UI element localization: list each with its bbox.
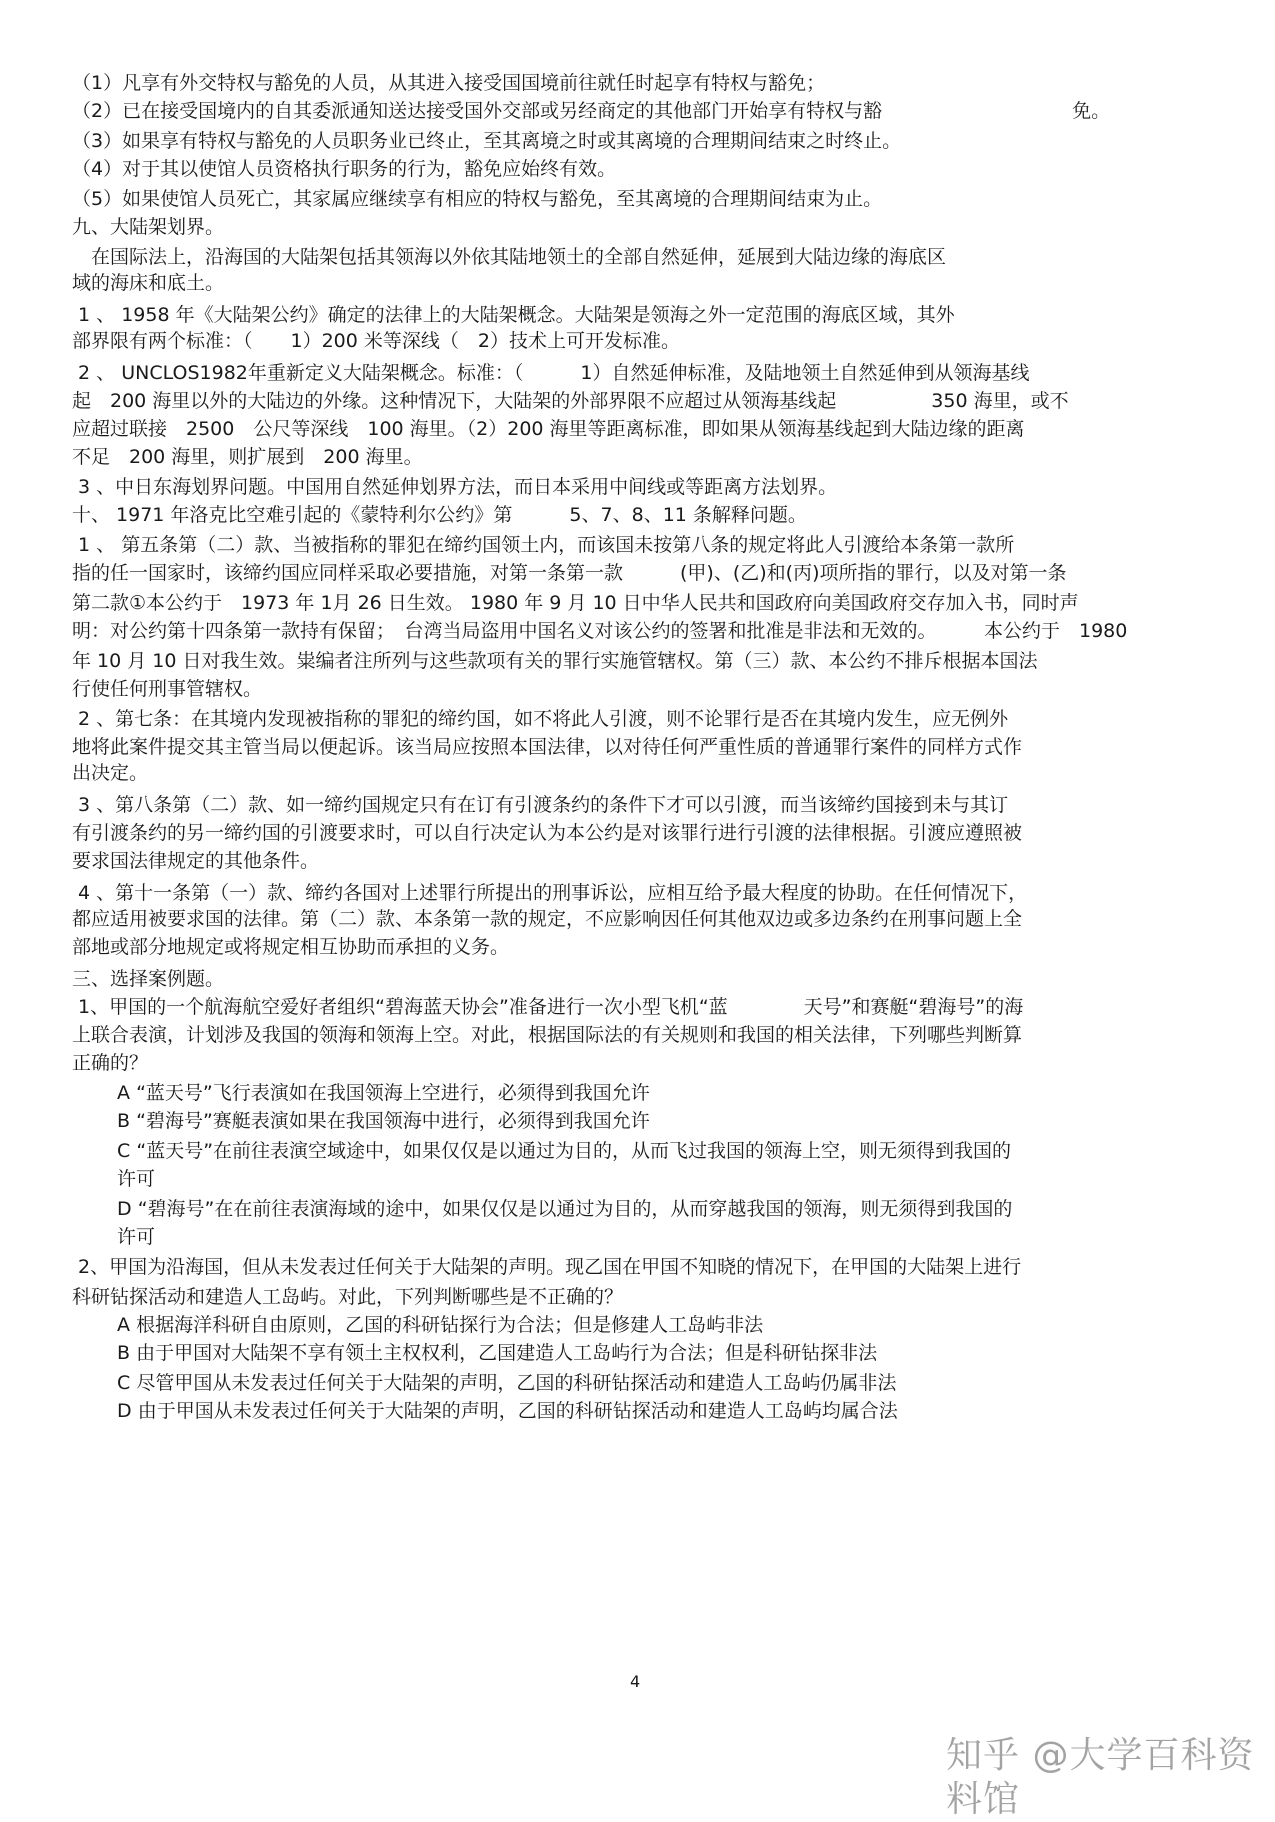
text-line: D “碧海号”在在前往表演海域的途中，如果仅仅是以通过为目的，从而穿越我国的领海，则无须得到我国的	[92, 1198, 1013, 1220]
text-line: 1、甲国的一个航海航空爱好者组织“碧海蓝天协会”准备进行一次小型飞机“蓝 天号”和赛艇“碧海号”的海	[72, 996, 1024, 1018]
watermark: 知乎 @大学百科资料馆	[946, 1735, 1255, 1820]
text-line: 2 、第七条：在其境内发现被指称的罪犯的缔约国，如不将此人引渡，则不论罪行是否在其境内发生，应无例外	[72, 708, 1009, 730]
text-line: （1）凡享有外交特权与豁免的人员，从其进入接受国国境前往就任时起享有特权与豁免；	[72, 72, 826, 94]
text-line: （4）对于其以使馆人员资格执行职务的行为，豁免应始终有效。	[72, 158, 617, 180]
text-line: 域的海床和底土。	[72, 272, 225, 294]
text-line: A “蓝天号”飞行表演如在我国领海上空进行，必须得到我国允许	[92, 1082, 650, 1104]
text-line: 第二款①本公约于 1973 年 1月 26 日生效。 1980 年 9 月 10 日中华人民共和国政府向美国政府交存加入书，同时声	[72, 592, 1079, 614]
text-line: 1 、 第五条第（二）款、当被指称的罪犯在缔约国领土内，而该国未按第八条的规定将此人引渡给本条第一款所	[72, 534, 1015, 556]
text-line: 指的任一国家时，该缔约国应同样采取必要措施，对第一条第一款 (甲)、(乙)和(丙)项所指的罪行，以及对第一条	[72, 562, 1067, 584]
text-line: 1 、 1958 年《大陆架公约》确定的法律上的大陆架概念。大陆架是领海之外一定范围的海底区域，其外	[72, 304, 955, 326]
text-line: 3 、中日东海划界问题。中国用自然延伸划界方法，而日本采用中间线或等距离方法划界。	[72, 476, 838, 498]
text-line: C 尽管甲国从未发表过任何关于大陆架的声明，乙国的科研钻探活动和建造人工岛屿仍属非法	[92, 1372, 897, 1394]
text-line: 4 、第十一条第（一）款、缔约各国对上述罪行所提出的刑事诉讼，应相互给予最大程度的协助。在任何情况下，	[72, 882, 1028, 904]
text-line: 不足 200 海里，则扩展到 200 海里。	[72, 446, 423, 468]
text-line: 科研钻探活动和建造人工岛屿。对此，下列判断哪些是不正确的？	[72, 1286, 624, 1308]
text-line: 在国际法上，沿海国的大陆架包括其领海以外依其陆地领土的全部自然延伸，延展到大陆边缘的海底区	[72, 246, 947, 268]
text-line: 有引渡条约的另一缔约国的引渡要求时，可以自行决定认为本公约是对该罪行进行引渡的法律根据。引渡应遵照被	[72, 822, 1023, 844]
text-line: （2）已在接受国境内的自其委派通知送达接受国外交部或另经商定的其他部门开始享有特权与豁 免。	[72, 100, 1111, 122]
text-line: 九、大陆架划界。	[72, 216, 225, 238]
text-line: 行使任何刑事管辖权。	[72, 678, 263, 700]
text-line: A 根据海洋科研自由原则，乙国的科研钻探行为合法；但是修建人工岛屿非法	[92, 1314, 764, 1336]
text-line: 十、 1971 年洛克比空难引起的《蒙特利尔公约》第 5、7、8、11 条解释问题。	[72, 504, 807, 526]
text-line: 明：对公约第十四条第一款持有保留； 台湾当局盗用中国名义对该公约的签署和批准是非法和无效的。 本公约于 1980	[72, 620, 1128, 642]
text-line: C “蓝天号”在前往表演空域途中，如果仅仅是以通过为目的，从而飞过我国的领海上空，则无须得到我国的	[92, 1140, 1012, 1162]
text-line: （5）如果使馆人员死亡，其家属应继续享有相应的特权与豁免，至其离境的合理期间结束为止。	[72, 188, 883, 210]
text-line: 3 、第八条第（二）款、如一缔约国规定只有在订有引渡条约的条件下才可以引渡，而当该缔约国接到未与其订	[72, 794, 1009, 816]
text-line: 地将此案件提交其主管当局以便起诉。该当局应按照本国法律，以对待任何严重性质的普通罪行案件的同样方式作	[72, 736, 1023, 758]
text-line: 上联合表演，计划涉及我国的领海和领海上空。对此，根据国际法的有关规则和我国的相关法律，下列哪些判断算	[72, 1024, 1023, 1046]
text-line: 出决定。	[72, 762, 149, 784]
text-line: 许可	[92, 1168, 156, 1190]
text-line: 正确的？	[72, 1052, 149, 1074]
text-line: 要求国法律规定的其他条件。	[72, 850, 320, 872]
text-line: 都应适用被要求国的法律。第（二）款、本条第一款的规定，不应影响因任何其他双边或多边条约在刑事问题上全	[72, 908, 1023, 930]
page-number: 4	[630, 1672, 641, 1691]
text-line: D 由于甲国从未发表过任何关于大陆架的声明，乙国的科研钻探活动和建造人工岛屿均属合法	[92, 1400, 898, 1422]
text-line: 许可	[92, 1226, 156, 1248]
text-line: 部界限有两个标准：（ 1）200 米等深线（ 2）技术上可开发标准。	[72, 330, 680, 352]
text-line: （3）如果享有特权与豁免的人员职务业已终止，至其离境之时或其离境的合理期间结束之时终止。	[72, 130, 902, 152]
text-line: 2 、 UNCLOS1982年重新定义大陆架概念。标准：（ 1）自然延伸标准，及陆地领土自然延伸到从领海基线	[72, 362, 1030, 384]
text-line: 三、选择案例题。	[72, 968, 225, 990]
text-line: 应超过联接 2500 公尺等深线 100 海里。（2）200 海里等距离标准，即如果从领海基线起到大陆边缘的距离	[72, 418, 1025, 440]
text-line: B “碧海号”赛艇表演如果在我国领海中进行，必须得到我国允许	[92, 1110, 650, 1132]
text-line: 部地或部分地规定或将规定相互协助而承担的义务。	[72, 936, 510, 958]
text-line: 2、甲国为沿海国，但从未发表过任何关于大陆架的声明。现乙国在甲国不知晓的情况下，在甲国的大陆架上进行	[72, 1256, 1022, 1278]
text-line: 起 200 海里以外的大陆边的外缘。这种情况下，大陆架的外部界限不应超过从领海基线起 350 海里，或不	[72, 390, 1069, 412]
text-line: 年 10 月 10 日对我生效。粜编者注所列与这些款项有关的罪行实施管辖权。第（三）款、本公约不排斥根据本国法	[72, 650, 1038, 672]
text-line: B 由于甲国对大陆架不享有领土主权权利，乙国建造人工岛屿行为合法；但是科研钻探非法	[92, 1342, 878, 1364]
